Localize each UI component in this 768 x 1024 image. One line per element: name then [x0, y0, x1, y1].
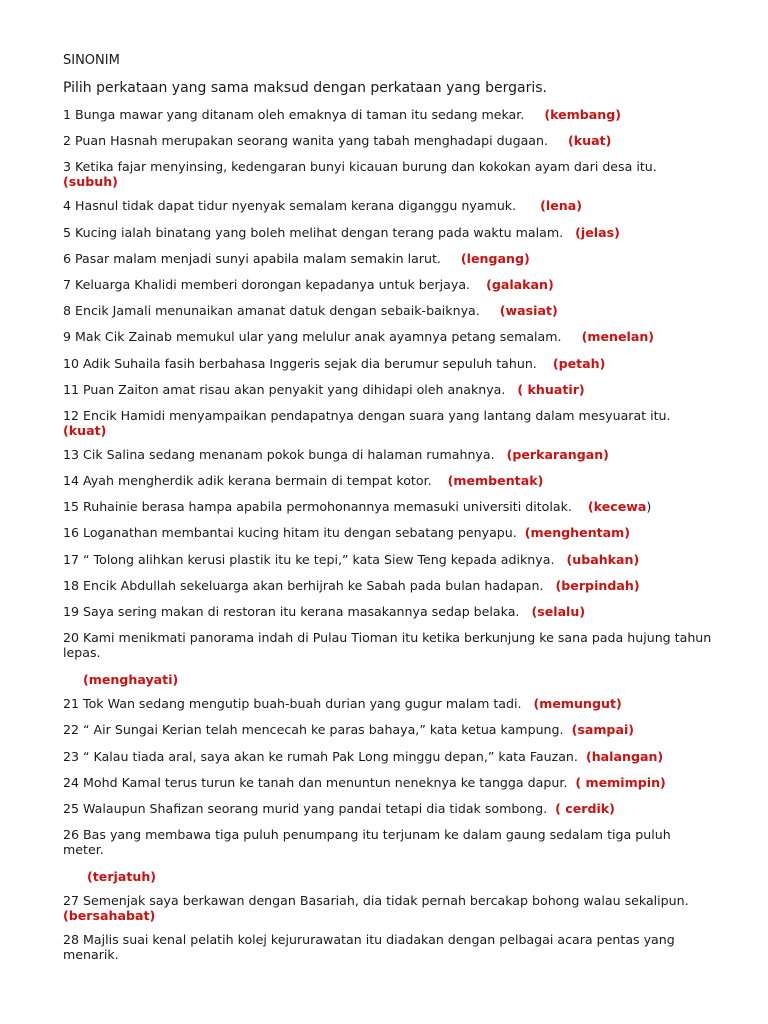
- answer-text: (terjatuh): [87, 869, 157, 885]
- answer-text: (sampai): [571, 722, 635, 738]
- question-item: [63, 630, 713, 687]
- question-text: 23 “ Kalau tiada aral, saya akan ke rumah Pak Long minggu depan,” kata Fauzan.: [63, 748, 578, 764]
- answer-text: (selalu): [531, 604, 586, 619]
- answer-text: (wasiat): [499, 303, 558, 319]
- answer-text: (subuh): [63, 174, 118, 190]
- question-text: 28 Majlis suai kenal pelatih kolej kejururawatan itu diadakan dengan pelbagai acara pentas yang menarik.: [63, 932, 675, 963]
- question-item: [63, 722, 713, 737]
- page-title: SINONIM: [63, 53, 120, 68]
- answer-text: (kuat): [568, 133, 612, 149]
- question-item: [63, 552, 713, 567]
- answer-text: (kembang): [544, 107, 622, 122]
- question-item: [63, 198, 713, 213]
- question-text: 6 Pasar malam menjadi sunyi apabila malam semakin larut.: [63, 250, 441, 266]
- answer-text: (berpindah): [555, 577, 640, 593]
- answer-text: (halangan): [585, 748, 664, 764]
- question-text: 21 Tok Wan sedang mengutip buah-buah durian yang gugur malam tadi.: [63, 696, 522, 712]
- question-text: 4 Hasnul tidak dapat tidur nyenyak semalam kerana diganggu nyamuk.: [63, 198, 517, 214]
- question-text: 10 Adik Suhaila fasih berbahasa Inggeris sejak dia berumur sepuluh tahun.: [63, 355, 537, 371]
- question-item: [63, 107, 713, 122]
- question-text: 26 Bas yang membawa tiga puluh penumpang itu terjunam ke dalam gaung sedalam tiga puluh meter.: [63, 827, 671, 858]
- question-item: [63, 356, 713, 371]
- answer-text: (jelas): [575, 224, 620, 240]
- question-text: 2 Puan Hasnah merupakan seorang wanita yang tabah menghadapi dugaan.: [63, 133, 549, 149]
- closing-paren: ): [646, 499, 652, 515]
- answer-text: (galakan): [486, 276, 554, 292]
- question-item: [63, 277, 713, 292]
- instruction-text: Pilih perkataan yang sama maksud dengan perkataan yang bergaris.: [63, 80, 548, 96]
- question-item: [63, 133, 713, 148]
- question-item: [63, 827, 713, 884]
- question-text: 16 Loganathan membantai kucing hitam itu dengan sebatang penyapu.: [63, 525, 517, 541]
- answer-text: (ubahkan): [566, 551, 640, 567]
- question-item: [63, 408, 713, 438]
- question-item: [63, 499, 713, 514]
- question-item: [63, 604, 713, 619]
- question-text: 18 Encik Abdullah sekeluarga akan berhijrah ke Sabah pada bulan hadapan.: [63, 577, 544, 593]
- question-text: 11 Puan Zaiton amat risau akan penyakit yang dihidapi oleh anaknya.: [63, 381, 506, 397]
- answer-text: ( memimpin): [575, 774, 666, 790]
- question-text: 7 Keluarga Khalidi memberi dorongan kepadanya untuk berjaya.: [63, 276, 471, 292]
- question-item: [63, 382, 713, 397]
- answer-text: (menghayati): [83, 672, 179, 688]
- answer-text: (menelan): [581, 329, 655, 345]
- question-text: 14 Ayah mengherdik adik kerana bermain di tempat kotor.: [63, 473, 432, 489]
- answer-text: (lengang): [460, 250, 530, 266]
- question-text: 17 “ Tolong alihkan kerusi plastik itu ke tepi,” kata Siew Teng kepada adiknya.: [63, 551, 555, 567]
- answer-text: ( khuatir): [517, 381, 585, 397]
- question-item: [63, 251, 713, 266]
- question-item: [63, 932, 713, 962]
- question-item: [63, 775, 713, 790]
- question-item: [63, 696, 713, 711]
- question-text: 3 Ketika fajar menyinsing, kedengaran bunyi kicauan burung dan kokokan ayam dari desa itu.: [63, 159, 657, 175]
- answer-text: (kecewa: [587, 499, 647, 515]
- question-text: 12 Encik Hamidi menyampaikan pendapatnya dengan suara yang lantang dalam mesyuarat itu.: [63, 407, 671, 423]
- question-item: [63, 303, 713, 318]
- question-item: [63, 801, 713, 816]
- question-item: [63, 749, 713, 764]
- question-item: [63, 329, 713, 344]
- answer-text: (perkarangan): [506, 446, 609, 462]
- question-text: 15 Ruhainie berasa hampa apabila permohonannya memasuki universiti ditolak.: [63, 499, 572, 515]
- question-text: 20 Kami menikmati panorama indah di Pulau Tioman itu ketika berkunjung ke sana pada hujung tahun lepas.: [63, 630, 712, 661]
- question-text: 13 Cik Salina sedang menanam pokok bunga di halaman rumahnya.: [63, 446, 495, 462]
- answer-text: (membentak): [447, 473, 544, 489]
- question-item: [63, 525, 713, 540]
- question-text: 19 Saya sering makan di restoran itu kerana masakannya sedap belaka.: [63, 604, 520, 619]
- answer-text: (petah): [552, 355, 606, 371]
- question-item: [63, 159, 713, 189]
- question-item: [63, 893, 713, 923]
- answer-text: (lena): [540, 198, 582, 214]
- question-text: 9 Mak Cik Zainab memukul ular yang melulur anak ayamnya petang semalam.: [63, 329, 562, 345]
- question-item: [63, 473, 713, 488]
- question-list: [63, 107, 713, 973]
- question-text: 25 Walaupun Shafizan seorang murid yang pandai tetapi dia tidak sombong.: [63, 800, 548, 816]
- question-item: [63, 447, 713, 462]
- question-text: 24 Mohd Kamal terus turun ke tanah dan menuntun neneknya ke tangga dapur.: [63, 774, 568, 790]
- answer-text: (menghentam): [524, 525, 631, 541]
- answer-text: (kuat): [63, 422, 107, 438]
- question-text: 5 Kucing ialah binatang yang boleh melihat dengan terang pada waktu malam.: [63, 224, 564, 240]
- question-text: 22 “ Air Sungai Kerian telah mencecah ke paras bahaya,” kata ketua kampung.: [63, 722, 564, 738]
- answer-text: ( cerdik): [555, 800, 615, 816]
- question-item: [63, 225, 713, 240]
- question-text: 8 Encik Jamali menunaikan amanat datuk dengan sebaik-baiknya.: [63, 303, 480, 319]
- question-text: 1 Bunga mawar yang ditanam oleh emaknya di taman itu sedang mekar.: [63, 107, 525, 122]
- question-item: [63, 578, 713, 593]
- question-text: 27 Semenjak saya berkawan dengan Basariah, dia tidak pernah bercakap bohong walau sekalipun.: [63, 893, 689, 909]
- answer-text: (bersahabat): [63, 908, 156, 924]
- answer-text: (memungut): [533, 696, 622, 712]
